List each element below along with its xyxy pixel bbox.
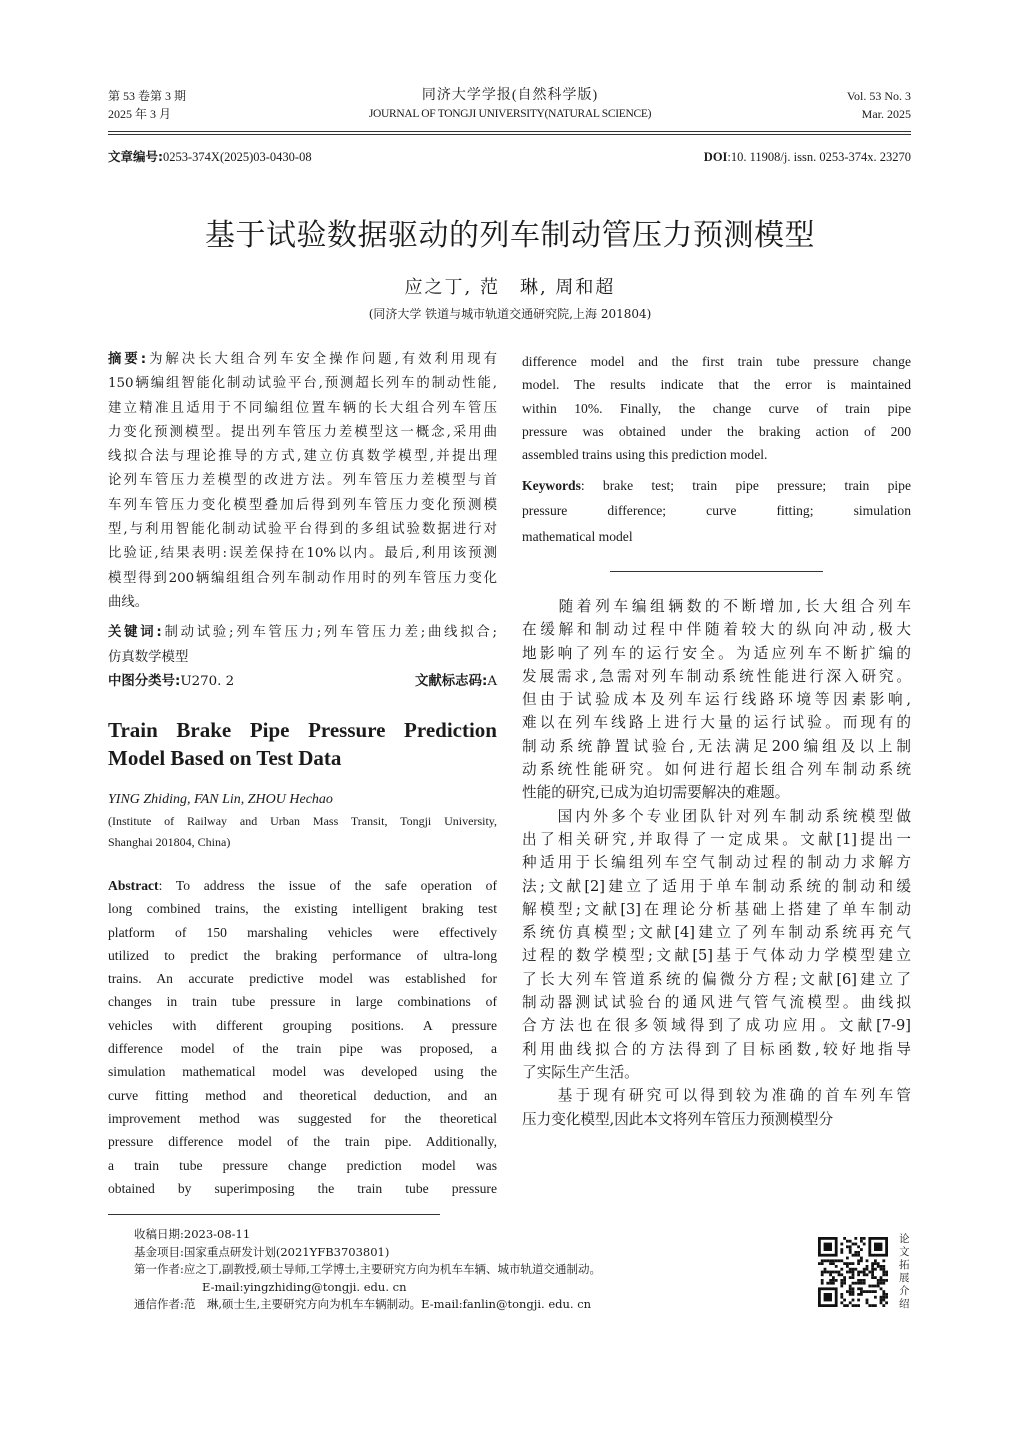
body-line: 国内外多个专业团队针对列车制动系统模型做 (522, 807, 911, 825)
doi-link[interactable]: :10. 11908/j. issn. 0253-374x. 23270 (727, 150, 911, 164)
english-affiliation: (Institute of Railway and Urban Mass Transit, Tongji University, (108, 814, 497, 829)
corresponding-author: 通信作者:范 琳,硕士生,主要研究方向为机车车辆制动。E-mail:fanlin@tongji. edu. cn (134, 1297, 592, 1312)
body-line: 种适用于长编组列车空气制动过程的制动力求解方 (522, 854, 911, 872)
body-line: 发展需求,急需对列车制动系统性能进行深入研究。 (522, 667, 911, 685)
abstract-line: trains. An accurate predictive model was established for (108, 971, 497, 987)
english-abstract-label: Abstract (108, 878, 159, 893)
footnote-rule (108, 1214, 440, 1215)
abstract-line: 曲线。 (108, 594, 149, 610)
body-line: 制动器测试试验台的通风进气管气流模型。曲线拟 (522, 994, 911, 1012)
abstract-line: changes in train tube pressure in large combinations of (108, 994, 497, 1010)
abstract-line: : To address the issue of the safe operation of (158, 878, 497, 893)
header-rule-bottom (108, 134, 911, 135)
affiliation: (同济大学 铁道与城市轨道交通研究院,上海 201804) (368, 307, 652, 321)
doc-code-value: A (487, 673, 497, 689)
abstract-line: 线拟合法与理论推导的方式,建立仿真数学模型,并提出理 (108, 449, 497, 465)
body-line: 合方法也在很多领域得到了成功应用。文献[7-9] (522, 1017, 911, 1035)
body-line: 解模型;文献[3]在理论分析基础上搭建了单车制动 (522, 900, 911, 918)
journal-name-en: JOURNAL OF TONGJI UNIVERSITY(NATURAL SCIENCE) (368, 108, 652, 120)
qr-caption-char: 拓 (899, 1259, 910, 1271)
clc-label: 中图分类号: (108, 673, 181, 689)
abstract-line: pressure difference model of the train pipe. Additionally, (108, 1134, 497, 1150)
abstract-line: vehicles with different grouping positions. A pressure (108, 1017, 497, 1033)
english-keywords-label: Keywords (522, 478, 581, 494)
abstract-line: platform of 150 marshaling vehicles were effectively (108, 924, 497, 940)
abstract-line: curve fitting method and theoretical deduction, and an (108, 1087, 497, 1103)
body-line: 基于现有研究可以得到较为准确的首车列车管 (522, 1087, 911, 1105)
english-abstract-continued (522, 350, 911, 551)
body-line: 但由于试验成本及列车运行线路环境等因素影响, (522, 691, 911, 709)
body-text (522, 595, 911, 1131)
english-keywords: : brake test; train pipe pressure; train pipe (580, 478, 911, 494)
body-line: 地影响了列车的运行安全。为适应列车不断扩编的 (522, 644, 911, 662)
abstract-line: 模型得到200辆编组组合列车制动作用时的列车管压力变化 (108, 570, 497, 586)
abstract-cn (108, 348, 497, 694)
qr-caption (899, 1233, 911, 1311)
english-keywords: mathematical model (522, 529, 633, 545)
keywords: 制动试验;列车管压力;列车管压力差;曲线拟合; (161, 625, 498, 641)
volume-issue: 第 53 卷第 3 期 (108, 89, 187, 103)
abstract-line: long combined trains, the existing intelligent braking test (108, 901, 497, 917)
body-line: 制动系统静置试验台,无法满足200编组及以上制 (522, 737, 911, 755)
volume-issue-en: Vol. 53 No. 3 (846, 89, 911, 103)
abstract-line: 力变化预测模型。提出列车管压力差模型这一概念,采用曲 (108, 424, 497, 440)
abstract-line: a train tube pressure change prediction model was (108, 1157, 497, 1173)
body-line: 难以在列车线路上进行大量的运行试验。而现有的 (522, 714, 911, 732)
abstract-line: 比验证,结果表明:误差保持在10%以内。最后,利用该预测 (108, 546, 497, 562)
journal-name-cn: 同济大学学报(自然科学版) (421, 88, 599, 103)
abstract-line: within 10%. Finally, the change curve of train pipe (522, 400, 911, 416)
body-line: 系统仿真模型;文献[4]建立了列车制动系统再充气 (522, 924, 911, 942)
english-keywords: pressure difference; curve fitting; simulation (522, 502, 911, 518)
article-number (108, 148, 312, 166)
abstract-line: model. The results indicate that the error is maintained (522, 377, 911, 393)
body-line: 了实际生产生活。 (522, 1063, 639, 1081)
qr-caption-char: 展 (899, 1272, 910, 1284)
qr-caption-char: 文 (899, 1246, 910, 1258)
body-line: 出了相关研究,并取得了一定成果。文献[1]提出一 (522, 830, 911, 848)
qr-caption-char: 论 (899, 1233, 910, 1245)
issue-info-right (847, 87, 911, 123)
authors: 应之丁, 范 琳, 周和超 (404, 277, 616, 298)
english-front (108, 788, 497, 853)
header-rule-top (108, 131, 911, 132)
abstract-line: utilized to predict the braking performance of ultra-long (108, 947, 497, 963)
body-line: 在缓解和制动过程中伴随着较大的纵向冲动,极大 (522, 621, 911, 639)
abstract-line: improvement method was suggested for the theoretical (108, 1110, 497, 1126)
abstract-line: 型,与利用智能化制动试验平台得到的多组试验数据进行对 (108, 522, 497, 538)
doi (704, 148, 911, 166)
clc-value: U270. 2 (180, 673, 235, 689)
english-title (108, 716, 497, 772)
abstract-line: difference model of the train pipe was proposed, a (108, 1041, 497, 1057)
body-line: 随着列车编组辆数的不断增加,长大组合列车 (522, 598, 911, 615)
keywords-label: 关键词: (108, 625, 162, 641)
body-line: 利用曲线拟合的方法得到了目标函数,较好地指导 (522, 1040, 911, 1058)
body-line: 法;文献[2]建立了适用于单车制动系统的制动和缓 (522, 877, 911, 895)
section-divider (610, 571, 823, 572)
abstract-line: assembled trains using this prediction model. (522, 447, 768, 463)
qr-caption-char: 介 (899, 1285, 910, 1297)
keywords: 仿真数学模型 (108, 649, 189, 665)
journal-name (310, 87, 710, 123)
abstract-line: pressure was obtained under the braking action of 200 (522, 423, 911, 439)
body-line: 动系统性能研究。如何进行超长组合列车制动系统 (522, 761, 911, 779)
english-affiliation: Shanghai 201804, China) (108, 835, 231, 850)
received-date: 收稿日期:2023-08-11 (134, 1227, 251, 1241)
doi-label: DOI (703, 150, 728, 164)
first-author: 第一作者:应之丁,副教授,硕士导师,工学博士,主要研究方向为机车车辆、城市轨道交通制动。 (134, 1262, 601, 1277)
body-line: 性能的研究,已成为迫切需要解决的难题。 (522, 784, 790, 802)
abstract-line: obtained by superimposing the train tube pressure (108, 1180, 497, 1196)
body-line: 了长大列车管道系统的偏微分方程;文献[6]建立了 (522, 970, 911, 988)
abstract-line: 150辆编组智能化制动试验平台,预测超长列车的制动性能, (108, 376, 497, 392)
abstract-line: simulation mathematical model was developed using the (108, 1064, 497, 1080)
doc-code-label: 文献标志码: (415, 673, 488, 689)
body-line: 过程的数学模型;文献[5]基于气体动力学模型建立 (522, 947, 911, 965)
qr-code[interactable] (818, 1237, 888, 1307)
article-number-value: 0253-374X(2025)03-0430-08 (163, 150, 312, 164)
qr-caption-char: 绍 (899, 1298, 910, 1310)
issue-date-en: Mar. 2025 (861, 107, 911, 121)
first-author-email[interactable]: E-mail:yingzhiding@tongji. edu. cn (202, 1279, 407, 1294)
english-title-line: Model Based on Test Data (108, 746, 342, 770)
issue-date: 2025 年 3 月 (108, 107, 172, 121)
article-number-label: 文章编号: (108, 149, 163, 164)
page-title: 基于试验数据驱动的列车制动管压力预测模型 (205, 218, 815, 253)
abstract-line: difference model and the first train tube pressure change (522, 354, 911, 369)
abstract-line: 建立精准且适用于不同编组位置车辆的长大组合列车管压 (108, 400, 497, 416)
fund-project: 基金项目:国家重点研发计划(2021YFB3703801) (134, 1244, 390, 1259)
english-title-line: Train Brake Pipe Pressure Prediction (108, 718, 497, 742)
english-authors: YING Zhiding, FAN Lin, ZHOU Hechao (108, 792, 333, 807)
abstract-label: 摘要: (108, 352, 147, 367)
abstract-line: 车列车管压力变化模型叠加后得到列车管压力变化预测模 (108, 497, 497, 513)
english-abstract (108, 874, 497, 1200)
abstract-line: 论列车管压力差模型的改进方法。列车管压力差模型与首 (108, 473, 497, 489)
footnotes (134, 1226, 601, 1314)
abstract-line: 为解决长大组合列车安全操作问题,有效利用现有 (146, 352, 497, 367)
body-line: 压力变化模型,因此本文将列车管压力预测模型分 (522, 1110, 834, 1128)
issue-info-left (108, 87, 186, 123)
